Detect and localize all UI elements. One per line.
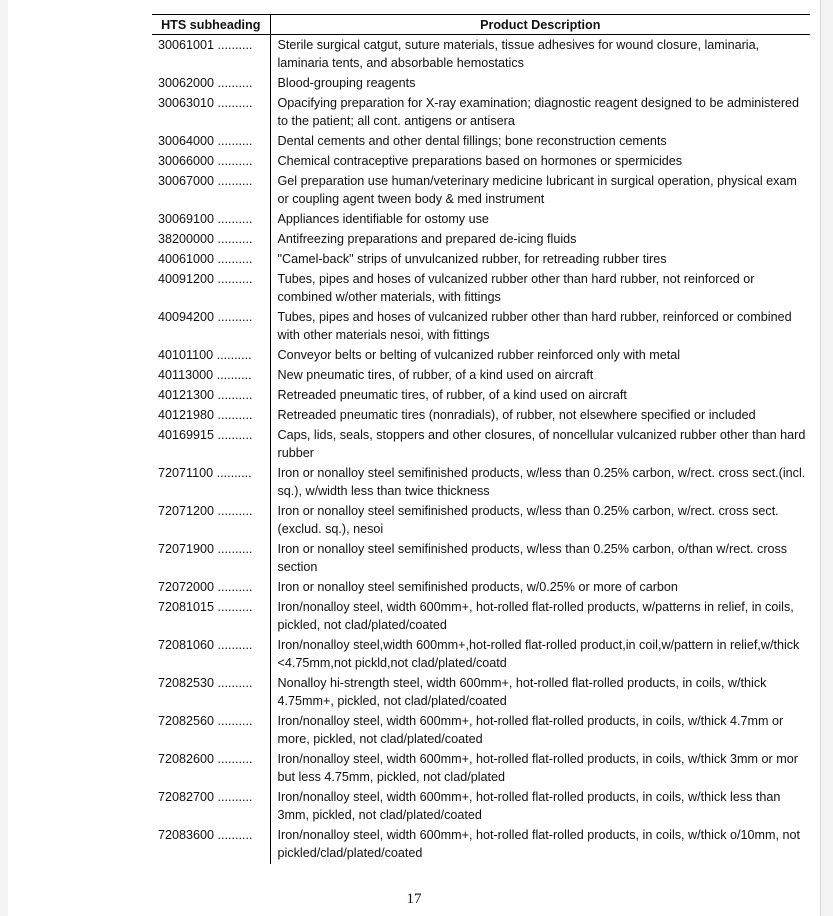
- hts-code-cell: 30063010 ..........: [152, 94, 270, 132]
- table-row: [152, 74, 810, 94]
- table-row: [152, 308, 810, 346]
- table-row: [152, 346, 810, 366]
- hts-code-cell: 30062000 ..........: [152, 74, 270, 94]
- hts-table: [152, 14, 810, 864]
- table-row: [152, 464, 810, 502]
- table-row: [152, 636, 810, 674]
- description-cell: Sterile surgical catgut, suture materials, tissue adhesives for wound closure, laminaria, laminaria tents, and absorbable hemostatics: [277, 38, 760, 70]
- table-row: [152, 270, 810, 308]
- description-cell: New pneumatic tires, of rubber, of a kind used on aircraft: [277, 368, 594, 382]
- hts-code-cell: 40101100 ..........: [152, 346, 270, 366]
- table-row: [152, 750, 810, 788]
- hts-code-cell: 40113000 ..........: [152, 366, 270, 386]
- hts-code-cell: 30066000 ..........: [152, 152, 270, 172]
- hts-code-cell: 40091200 ..........: [152, 270, 270, 308]
- description-cell: Tubes, pipes and hoses of vulcanized rubber other than hard rubber, reinforced or combined with other materials nesoi, with fittings: [277, 310, 792, 342]
- hts-code-cell: 40169915 ..........: [152, 426, 270, 464]
- table-row: [152, 132, 810, 152]
- document-page: [8, 0, 821, 916]
- hts-code-cell: 30064000 ..........: [152, 132, 270, 152]
- hts-code-cell: 72082530 ..........: [152, 674, 270, 712]
- table-row: [152, 250, 810, 270]
- header-hts-subheading: HTS subheading: [152, 15, 270, 35]
- description-cell: Dental cements and other dental fillings; bone reconstruction cements: [277, 134, 667, 148]
- description-cell: Iron/nonalloy steel, width 600mm+, hot-rolled flat-rolled products, in coils, w/thick o/10mm, not pickled/clad/plated/coated: [277, 828, 801, 860]
- hts-code-cell: 72072000 ..........: [152, 578, 270, 598]
- description-cell: Iron or nonalloy steel semifinished products, w/less than 0.25% carbon, o/than w/rect. cross section: [277, 542, 788, 574]
- description-cell: Iron/nonalloy steel, width 600mm+, hot-rolled flat-rolled products, in coils, w/thick 3mm or mor but less 4.75mm, pickled, not clad/plated: [277, 752, 798, 784]
- hts-code-cell: 72082700 ..........: [152, 788, 270, 826]
- description-cell: Chemical contraceptive preparations based on hormones or spermicides: [277, 154, 683, 168]
- hts-code-cell: 72083600 ..........: [152, 826, 270, 864]
- hts-code-cell: 72071200 ..........: [152, 502, 270, 540]
- description-cell: "Camel-back" strips of unvulcanized rubber, for retreading rubber tires: [277, 252, 667, 266]
- table-row: [152, 366, 810, 386]
- table-body: [152, 35, 810, 865]
- table-row: [152, 540, 810, 578]
- description-cell: Appliances identifiable for ostomy use: [277, 212, 489, 226]
- table-row: [152, 230, 810, 250]
- table-row: [152, 674, 810, 712]
- hts-code-cell: 40061000 ..........: [152, 250, 270, 270]
- table-row: [152, 406, 810, 426]
- hts-code-cell: 72081060 ..........: [152, 636, 270, 674]
- description-cell: Blood-grouping reagents: [277, 76, 416, 90]
- description-cell: Opacifying preparation for X-ray examination; diagnostic reagent designed to be administered to the patient; all cont. antigens or antisera: [277, 96, 800, 128]
- description-cell: Iron/nonalloy steel,width 600mm+,hot-rolled flat-rolled product,in coil,w/pattern in relief,w/thick <4.75mm,not pickld,not clad/plated/coatd: [277, 638, 800, 670]
- hts-code-cell: 72071100 ..........: [152, 464, 270, 502]
- hts-code-cell: 40121300 ..........: [152, 386, 270, 406]
- table-row: [152, 94, 810, 132]
- description-cell: Iron or nonalloy steel semifinished products, w/less than 0.25% carbon, w/rect. cross sect. (exclud. sq.), nesoi: [277, 504, 779, 536]
- description-cell: Caps, lids, seals, stoppers and other closures, of noncellular vulcanized rubber other than hard rubber: [277, 428, 806, 460]
- description-cell: Tubes, pipes and hoses of vulcanized rubber other than hard rubber, not reinforced or combined w/other materials, with fittings: [277, 272, 755, 304]
- description-cell: Iron or nonalloy steel semifinished products, w/0.25% or more of carbon: [277, 580, 678, 594]
- description-cell: Iron/nonalloy steel, width 600mm+, hot-rolled flat-rolled products, in coils, w/thick less than 3mm, pickled, not clad/plated/coated: [277, 790, 781, 822]
- table-row: [152, 152, 810, 172]
- table-row: [152, 35, 810, 75]
- page-number: 17: [406, 891, 422, 907]
- hts-code-cell: 72082560 ..........: [152, 712, 270, 750]
- hts-code-cell: 30069100 ..........: [152, 210, 270, 230]
- description-cell: Iron or nonalloy steel semifinished products, w/less than 0.25% carbon, w/rect. cross sect.(incl. sq.), w/width less than twice thickness: [277, 466, 806, 498]
- table-row: [152, 210, 810, 230]
- hts-code-cell: 30067000 ..........: [152, 172, 270, 210]
- header-product-description: Product Description: [270, 15, 810, 35]
- description-cell: Iron/nonalloy steel, width 600mm+, hot-rolled flat-rolled products, w/patterns in relief, in coils, pickled, not clad/plated/coated: [277, 600, 794, 632]
- hts-code-cell: 38200000 ..........: [152, 230, 270, 250]
- table-row: [152, 172, 810, 210]
- table-row: [152, 826, 810, 864]
- table-row: [152, 712, 810, 750]
- table-row: [152, 426, 810, 464]
- description-cell: Iron/nonalloy steel, width 600mm+, hot-rolled flat-rolled products, in coils, w/thick 4.7mm or more, pickled, not clad/plated/coated: [277, 714, 784, 746]
- hts-code-cell: 30061001 ..........: [152, 35, 270, 75]
- hts-code-cell: 40121980 ..........: [152, 406, 270, 426]
- table-header-row: [152, 15, 810, 35]
- table-row: [152, 386, 810, 406]
- description-cell: Retreaded pneumatic tires (nonradials), of rubber, not elsewhere specified or included: [277, 408, 756, 422]
- table-row: [152, 598, 810, 636]
- table-row: [152, 788, 810, 826]
- description-cell: Nonalloy hi-strength steel, width 600mm+, hot-rolled flat-rolled products, in coils, w/thick 4.75mm+, pickled, not clad/plated/coated: [277, 676, 767, 708]
- hts-code-cell: 72081015 ..........: [152, 598, 270, 636]
- hts-code-cell: 72071900 ..........: [152, 540, 270, 578]
- description-cell: Antifreezing preparations and prepared de-icing fluids: [277, 232, 577, 246]
- hts-code-cell: 72082600 ..........: [152, 750, 270, 788]
- description-cell: Conveyor belts or belting of vulcanized rubber reinforced only with metal: [277, 348, 681, 362]
- description-cell: Gel preparation use human/veterinary medicine lubricant in surgical operation, physical exam or coupling agent tween body & med instrument: [277, 174, 797, 206]
- hts-code-cell: 40094200 ..........: [152, 308, 270, 346]
- table-row: [152, 502, 810, 540]
- table-row: [152, 578, 810, 598]
- description-cell: Retreaded pneumatic tires, of rubber, of a kind used on aircraft: [277, 388, 627, 402]
